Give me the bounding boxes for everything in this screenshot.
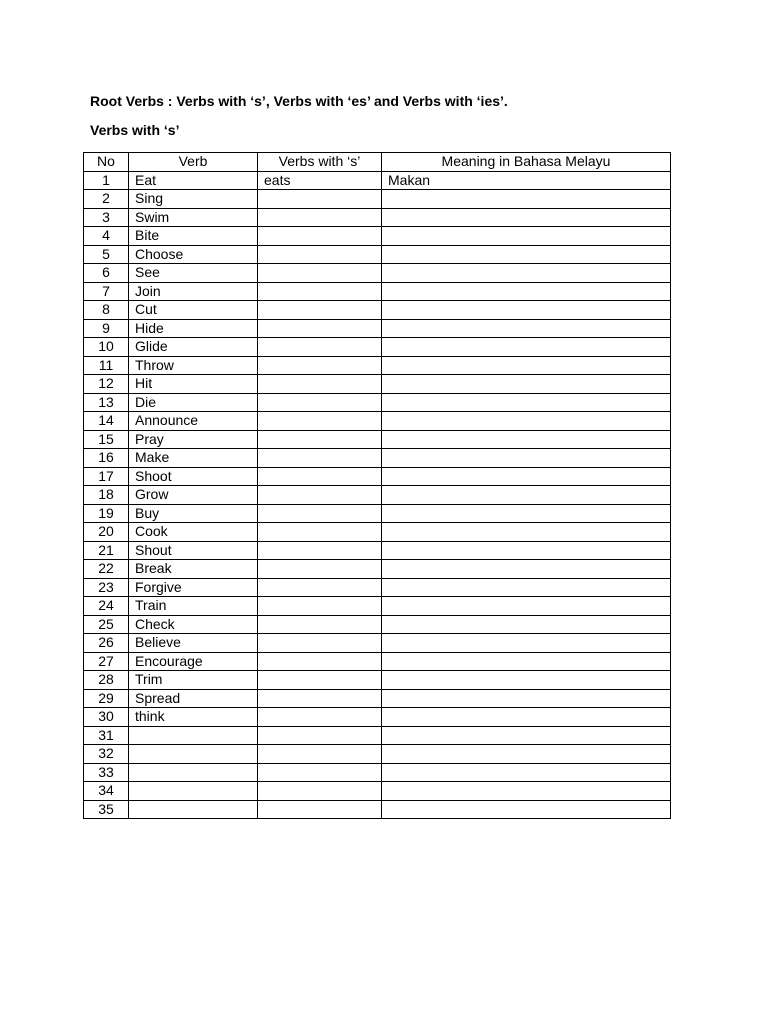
cell-no: 21 [84, 541, 129, 560]
cell-no: 34 [84, 782, 129, 801]
cell-meaning[interactable] [382, 375, 671, 394]
cell-no: 32 [84, 745, 129, 764]
cell-verb: Cut [129, 301, 258, 320]
cell-no: 17 [84, 467, 129, 486]
cell-no: 29 [84, 689, 129, 708]
table-row [84, 356, 671, 375]
cell-meaning[interactable] [382, 541, 671, 560]
cell-verb: Shoot [129, 467, 258, 486]
cell-verb: Spread [129, 689, 258, 708]
cell-verb: Sing [129, 190, 258, 209]
table-row [84, 208, 671, 227]
table-row [84, 689, 671, 708]
cell-meaning[interactable] [382, 356, 671, 375]
cell-verb-with-s[interactable] [258, 264, 382, 283]
table-row [84, 393, 671, 412]
table-row [84, 449, 671, 468]
cell-no: 16 [84, 449, 129, 468]
cell-meaning[interactable] [382, 319, 671, 338]
header-verbs-with-s: Verbs with ‘s’ [258, 153, 382, 172]
cell-no: 10 [84, 338, 129, 357]
cell-verb-with-s[interactable] [258, 449, 382, 468]
table-row [84, 504, 671, 523]
header-meaning: Meaning in Bahasa Melayu [382, 153, 671, 172]
cell-verb: Encourage [129, 652, 258, 671]
table-row [84, 264, 671, 283]
cell-verb-with-s[interactable] [258, 634, 382, 653]
cell-no: 8 [84, 301, 129, 320]
cell-no: 18 [84, 486, 129, 505]
cell-verb: Announce [129, 412, 258, 431]
cell-verb-with-s[interactable] [258, 560, 382, 579]
cell-no: 12 [84, 375, 129, 394]
cell-no: 2 [84, 190, 129, 209]
cell-verb-with-s[interactable] [258, 375, 382, 394]
cell-verb: Join [129, 282, 258, 301]
cell-no: 11 [84, 356, 129, 375]
cell-meaning[interactable] [382, 578, 671, 597]
cell-no: 13 [84, 393, 129, 412]
cell-verb: Make [129, 449, 258, 468]
cell-verb-with-s[interactable] [258, 726, 382, 745]
table-row [84, 671, 671, 690]
cell-meaning[interactable] [382, 671, 671, 690]
cell-verb-with-s[interactable] [258, 763, 382, 782]
cell-verb: Hit [129, 375, 258, 394]
cell-meaning[interactable]: Makan [382, 171, 671, 190]
table-row [84, 190, 671, 209]
cell-verb-with-s[interactable] [258, 227, 382, 246]
table-row [84, 782, 671, 801]
cell-verb-with-s[interactable] [258, 615, 382, 634]
table-row [84, 708, 671, 727]
cell-verb-with-s[interactable] [258, 523, 382, 542]
cell-verb-with-s[interactable] [258, 430, 382, 449]
cell-verb-with-s[interactable] [258, 245, 382, 264]
cell-verb-with-s[interactable] [258, 393, 382, 412]
table-row [84, 634, 671, 653]
cell-no: 30 [84, 708, 129, 727]
cell-verb: Throw [129, 356, 258, 375]
cell-meaning[interactable] [382, 412, 671, 431]
cell-no: 23 [84, 578, 129, 597]
cell-verb [129, 782, 258, 801]
cell-no: 28 [84, 671, 129, 690]
cell-verb-with-s[interactable] [258, 745, 382, 764]
cell-verb-with-s[interactable] [258, 578, 382, 597]
cell-verb: Break [129, 560, 258, 579]
cell-verb-with-s[interactable] [258, 412, 382, 431]
cell-verb: Pray [129, 430, 258, 449]
cell-no: 1 [84, 171, 129, 190]
table-row [84, 301, 671, 320]
cell-meaning[interactable] [382, 597, 671, 616]
cell-meaning[interactable] [382, 800, 671, 819]
cell-meaning[interactable] [382, 430, 671, 449]
cell-verb: Glide [129, 338, 258, 357]
cell-verb: Eat [129, 171, 258, 190]
cell-verb-with-s[interactable] [258, 504, 382, 523]
cell-no: 4 [84, 227, 129, 246]
cell-verb: Check [129, 615, 258, 634]
cell-meaning[interactable] [382, 245, 671, 264]
table-body [84, 171, 671, 819]
cell-meaning[interactable] [382, 708, 671, 727]
cell-verb: Trim [129, 671, 258, 690]
cell-meaning[interactable] [382, 782, 671, 801]
cell-verb-with-s[interactable]: eats [258, 171, 382, 190]
table-header-row [84, 153, 671, 172]
cell-meaning[interactable] [382, 689, 671, 708]
cell-no: 35 [84, 800, 129, 819]
table-row [84, 745, 671, 764]
cell-verb-with-s[interactable] [258, 541, 382, 560]
cell-verb: Bite [129, 227, 258, 246]
cell-meaning[interactable] [382, 227, 671, 246]
cell-meaning[interactable] [382, 745, 671, 764]
cell-no: 7 [84, 282, 129, 301]
cell-verb [129, 726, 258, 745]
cell-no: 22 [84, 560, 129, 579]
table-row [84, 319, 671, 338]
table-row [84, 338, 671, 357]
cell-meaning[interactable] [382, 393, 671, 412]
cell-meaning[interactable] [382, 486, 671, 505]
cell-meaning[interactable] [382, 190, 671, 209]
cell-verb-with-s[interactable] [258, 282, 382, 301]
cell-meaning[interactable] [382, 467, 671, 486]
cell-no: 33 [84, 763, 129, 782]
cell-verb: Buy [129, 504, 258, 523]
table-row [84, 245, 671, 264]
cell-meaning[interactable] [382, 282, 671, 301]
cell-meaning[interactable] [382, 652, 671, 671]
table-row [84, 523, 671, 542]
header-no: No [84, 153, 129, 172]
cell-verb: Shout [129, 541, 258, 560]
cell-verb-with-s[interactable] [258, 597, 382, 616]
cell-verb-with-s[interactable] [258, 208, 382, 227]
cell-meaning[interactable] [382, 726, 671, 745]
cell-verb: Cook [129, 523, 258, 542]
cell-no: 20 [84, 523, 129, 542]
cell-verb-with-s[interactable] [258, 671, 382, 690]
cell-verb-with-s[interactable] [258, 486, 382, 505]
table-row [84, 560, 671, 579]
cell-verb [129, 800, 258, 819]
cell-verb: Choose [129, 245, 258, 264]
cell-verb: Hide [129, 319, 258, 338]
cell-verb: Believe [129, 634, 258, 653]
cell-meaning[interactable] [382, 338, 671, 357]
cell-verb-with-s[interactable] [258, 782, 382, 801]
cell-no: 6 [84, 264, 129, 283]
table-row [84, 375, 671, 394]
cell-verb-with-s[interactable] [258, 319, 382, 338]
cell-verb-with-s[interactable] [258, 356, 382, 375]
cell-verb [129, 745, 258, 764]
table-row [84, 412, 671, 431]
cell-no: 9 [84, 319, 129, 338]
cell-no: 3 [84, 208, 129, 227]
cell-meaning[interactable] [382, 264, 671, 283]
table-row [84, 800, 671, 819]
table-row [84, 467, 671, 486]
table-row [84, 541, 671, 560]
table-row [84, 615, 671, 634]
section-title: Verbs with ‘s’ [90, 122, 180, 138]
cell-no: 26 [84, 634, 129, 653]
table-row [84, 430, 671, 449]
cell-meaning[interactable] [382, 560, 671, 579]
cell-verb-with-s[interactable] [258, 190, 382, 209]
cell-verb-with-s[interactable] [258, 652, 382, 671]
verbs-table [83, 152, 671, 819]
cell-meaning[interactable] [382, 615, 671, 634]
cell-verb: Swim [129, 208, 258, 227]
table-row [84, 578, 671, 597]
cell-verb-with-s[interactable] [258, 301, 382, 320]
cell-meaning[interactable] [382, 523, 671, 542]
cell-verb: Train [129, 597, 258, 616]
cell-no: 27 [84, 652, 129, 671]
cell-no: 5 [84, 245, 129, 264]
table-row [84, 597, 671, 616]
cell-verb-with-s[interactable] [258, 800, 382, 819]
table-row [84, 171, 671, 190]
cell-meaning[interactable] [382, 301, 671, 320]
cell-verb: Die [129, 393, 258, 412]
cell-no: 24 [84, 597, 129, 616]
cell-meaning[interactable] [382, 449, 671, 468]
cell-meaning[interactable] [382, 504, 671, 523]
cell-meaning[interactable] [382, 208, 671, 227]
table-row [84, 282, 671, 301]
cell-verb: think [129, 708, 258, 727]
cell-verb: See [129, 264, 258, 283]
header-verb: Verb [129, 153, 258, 172]
table-row [84, 486, 671, 505]
cell-no: 15 [84, 430, 129, 449]
cell-no: 25 [84, 615, 129, 634]
document-title: Root Verbs : Verbs with ‘s’, Verbs with ‘es’ and Verbs with ‘ies’. [90, 93, 508, 109]
cell-verb-with-s[interactable] [258, 708, 382, 727]
cell-verb: Grow [129, 486, 258, 505]
cell-no: 31 [84, 726, 129, 745]
cell-meaning[interactable] [382, 763, 671, 782]
cell-no: 14 [84, 412, 129, 431]
cell-verb-with-s[interactable] [258, 467, 382, 486]
cell-verb-with-s[interactable] [258, 338, 382, 357]
cell-no: 19 [84, 504, 129, 523]
cell-verb: Forgive [129, 578, 258, 597]
table-row [84, 763, 671, 782]
table-row [84, 652, 671, 671]
cell-meaning[interactable] [382, 634, 671, 653]
cell-verb [129, 763, 258, 782]
table-row [84, 726, 671, 745]
table-row [84, 227, 671, 246]
cell-verb-with-s[interactable] [258, 689, 382, 708]
